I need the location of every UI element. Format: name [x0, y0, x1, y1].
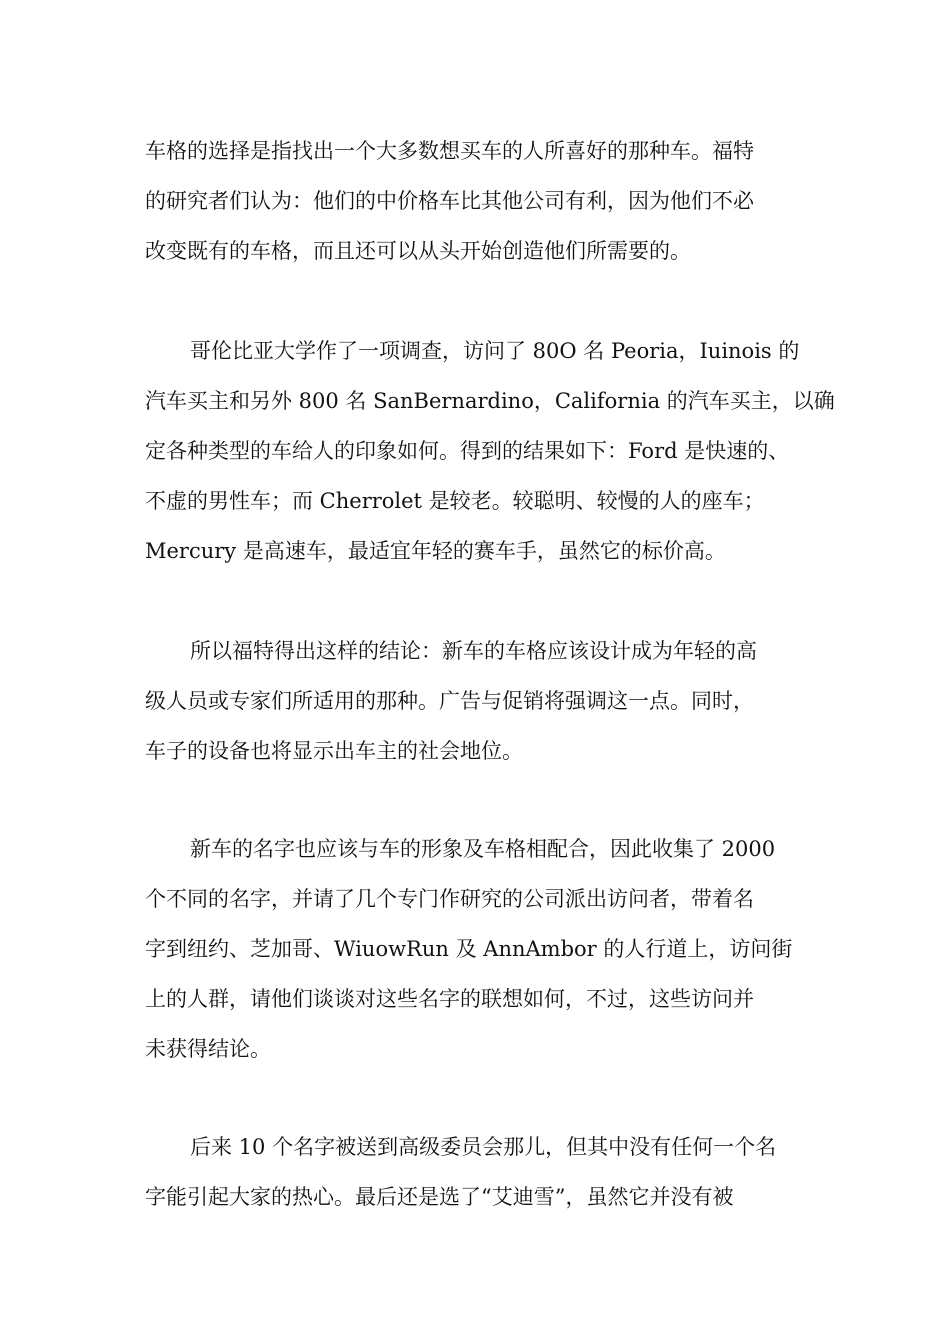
paragraph-4-line-2: 个不同的名字，并请了几个专门作研究的公司派出访问者，带着名	[145, 887, 754, 911]
paragraph-3-line-3: 车子的设备也将显示出车主的社会地位。	[145, 739, 523, 763]
paragraph-4-line-4: 上的人群，请他们谈谈对这些名字的联想如何，不过，这些访问并	[145, 987, 754, 1011]
paragraph-1-line-1: 车格的选择是指找出一个大多数想买车的人所喜好的那种车。福特	[145, 139, 754, 163]
paragraph-4-line-5: 未获得结论。	[145, 1037, 271, 1061]
paragraph-1-line-3: 改变既有的车格，而且还可以从头开始创造他们所需要的。	[145, 239, 691, 263]
paragraph-1-line-2: 的研究者们认为：他们的中价格车比其他公司有利，因为他们不必	[145, 189, 754, 213]
paragraph-2-line-3: 定各种类型的车给人的印象如何。得到的结果如下：Ford 是快速的、	[145, 439, 790, 463]
paragraph-2-line-2: 汽车买主和另外 800 名 SanBernardino，California 的汽车买主，以确	[145, 389, 835, 413]
paragraph-2-line-5: Mercury 是高速车，最适宜年轻的赛车手，虽然它的标价高。	[145, 539, 726, 563]
paragraph-2-line-1: 哥伦比亚大学作了一项调查，访问了 80O 名 Peoria，Iuinois 的	[190, 339, 800, 363]
paragraph-5-line-2: 字能引起大家的热心。最后还是选了“艾迪雪”，虽然它并没有被	[145, 1185, 734, 1209]
paragraph-4-line-3: 字到纽约、芝加哥、WiuowRun 及 AnnAmbor 的人行道上，访问街	[145, 937, 793, 961]
paragraph-4-line-1: 新车的名字也应该与车的形象及车格相配合，因此收集了 2000	[190, 837, 776, 861]
paragraph-5-line-1: 后来 10 个名字被送到高级委员会那儿，但其中没有任何一个名	[190, 1135, 777, 1159]
paragraph-3-line-2: 级人员或专家们所适用的那种。广告与促销将强调这一点。同时，	[145, 689, 754, 713]
paragraph-3-line-1: 所以福特得出这样的结论：新车的车格应该设计成为年轻的高	[190, 639, 757, 663]
paragraph-2-line-4: 不虚的男性车；而 Cherrolet 是较老。较聪明、较慢的人的座车；	[145, 489, 765, 513]
